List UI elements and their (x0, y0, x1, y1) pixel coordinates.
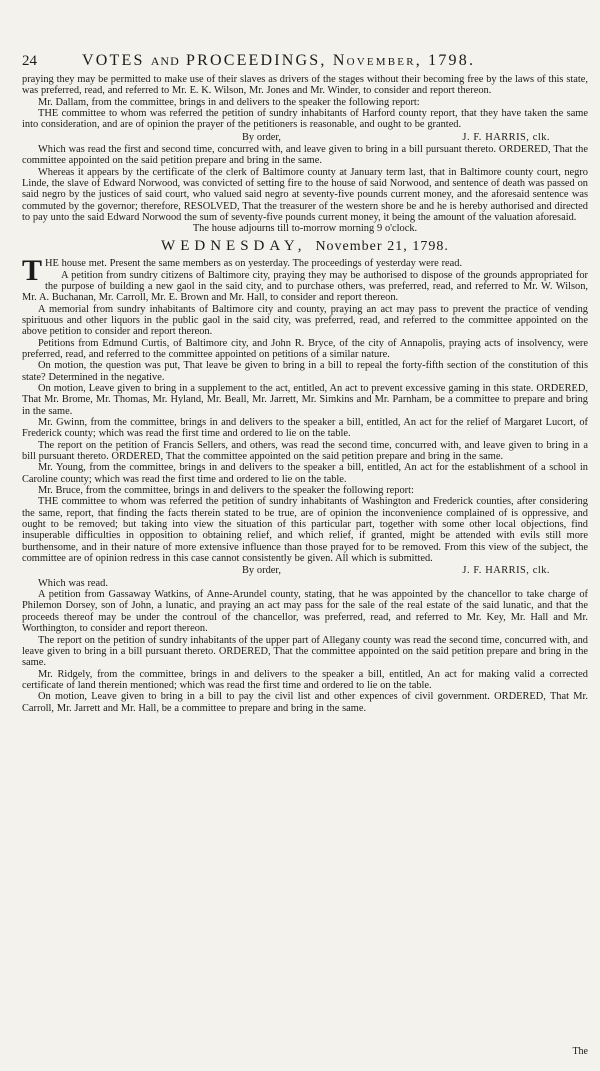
paragraph: Mr. Ridgely, from the committee, brings in and delivers to the speaker a bill, entitled, An act for making valid a corrected certificate of land therein mentioned; which was read the first time and ordered to lie on the table. (22, 668, 588, 691)
day-heading-day: WEDNESDAY, (161, 237, 307, 254)
paragraph: On motion, the question was put, That leave be given to bring in a bill to repeal the forty-fifth section of the constitution of this state? Determined in the negative. (22, 360, 588, 383)
paragraph: On motion, Leave given to bring in a bill to pay the civil list and other expences of civil government. ORDERED, That Mr. Carroll, Mr. Jarrett and Mr. Hall, be a committee to prepare and bring in the same. (22, 691, 588, 714)
page-header (22, 52, 588, 70)
drop-cap: T (22, 254, 43, 288)
paragraph: Mr. Gwinn, from the committee, brings in and delivers to the speaker a bill, entitled, An act for the relief of Margaret Lucort, of Frederick county; which was read the first time and ordered to lie on the table. (22, 416, 588, 440)
paragraph: Which was read the first and second time, concurred with, and leave given to bring in a bill pursuant thereto. ORDERED, That the committee appointed on the said petition prepare and bring in the same. (22, 144, 588, 167)
paragraph: A memorial from sundry inhabitants of Baltimore city and county, praying an act may pass to prevent the practice of vending spirituous and other liquors in the public gaol in the said city, was preferred, read, and referred to the committee appointed on the above petition to consider and report thereon. (22, 303, 588, 338)
paragraph: Which was read. (38, 577, 108, 589)
signature-row (22, 565, 588, 576)
paragraph: Mr. Young, from the committee, brings in and delivers to the speaker a bill, entitled, An act for the establishment of a school in Caroline county; which was read the first time and ordered to lie on the table. (22, 462, 588, 485)
day-heading (22, 237, 588, 254)
page-number: 24 (22, 53, 37, 69)
report-paragraph: THE committee to whom was referred the petition of sundry inhabitants of Washington and Frederick counties, after considering the same, report, that finding the facts therein stated to be true, are of opinion the inconvenience complained of is oppressive, and ought to be removed; but taking into view the situation of this particular part, together with some other local objections, find insuperable difficulties in opposition to obtaining relief, and which relief, if granted, might be attended with evils still more burthensome, and in their nature of more extensive influence than those prayed for to be removed. From this view of the subject, the committee are of opinion redress in this case cannot consistently be given. All which is submitted. (22, 496, 588, 565)
by-order-label: By order, (242, 565, 282, 577)
paragraph: The report on the petition of sundry inhabitants of the upper part of Allegany county was read the second time, concurred with, and leave given to bring in a bill pursuant thereto. ORDERED, That the committee appointed on the said petition prepare and bring in the same. (22, 634, 588, 669)
report-paragraph: THE committee to whom was referred the petition of sundry inhabitants of Harford county report, that they have taken the same into consideration, and are of opinion the prayer of the petitioners is reasonable, and ought to be granted. (22, 108, 588, 131)
document-body (22, 74, 588, 714)
adjournment-line: The house adjourns till to-morrow morning 9 o'clock. (192, 223, 418, 235)
paragraph: A petition from Gassaway Watkins, of Anne-Arundel county, stating, that he was appointed by the chancellor to take charge of Philemon Dorsey, son of John, a lunatic, and praying an act may pass for the sale of the real estate of the said lunatic, and that the proceeds thereof may be under the controul of the chancellor, was preferred, read, and referred to Mr. Key, Mr. Hall and Mr. Worthington, to consider and report thereon. (22, 589, 588, 635)
running-head (82, 52, 475, 70)
paragraph: praying they may be permitted to make use of their slaves as drivers of the stages without their becoming free by the laws of this state, was preferred, read, and referred to Mr. E. K. Wilson, Mr. Jones and Mr. Winder, to consider and report thereon. (22, 74, 588, 97)
by-order-label: By order, (242, 131, 282, 143)
paragraph: Petitions from Edmund Curtis, of Baltimore city, and John R. Bryce, of the city of Annapolis, praying acts of insolvency, were preferred, read, and referred to the committee appointed on petitions of a similar nature. (22, 337, 588, 360)
running-head-and: AND (150, 54, 180, 68)
paragraph: Mr. Dallam, from the committee, brings in and delivers to the speaker the following report: (38, 96, 420, 108)
running-head-date: November, 1798. (332, 52, 476, 69)
resolution-paragraph: Whereas it appears by the certificate of the clerk of Baltimore county at January term last, that in Baltimore county court, negro Linde, the slave of Edward Norwood, was convicted of setting fire to the house of said Norwood, and sentence of death was passed on said negro by the justices of said court, who valued said negro at seventy-five pounds current money, and the aforesaid sentence was commuted by the governor; therefore, RESOLVED, That the treasurer of the western shore be and he is hereby authorised and directed to pay unto the said Edward Norwood the sum of seventy-five pounds current money, it being the amount of the valuation aforesaid. (22, 166, 588, 224)
running-head-votes: VOTES (82, 52, 145, 69)
signature-row (22, 132, 588, 143)
opening-text: HE house met. Present the same members as on yesterday. The proceedings of yesterday were read. (45, 258, 463, 270)
catchword: The (572, 1046, 588, 1057)
clerk-signature: J. F. HARRIS, clk. (462, 565, 550, 577)
paragraph: On motion, Leave given to bring in a supplement to the act, entitled, An act to prevent excessive gaming in this state. ORDERED, That Mr. Brome, Mr. Thomas, Mr. Hyland, Mr. Beall, Mr. Jarrett, Mr. Simkins and Mr. Parnham, be a committee to prepare and bring in the same. (22, 382, 588, 417)
day-heading-date: November 21, 1798. (315, 238, 449, 254)
paragraph: Mr. Bruce, from the committee, brings in and delivers to the speaker the following report: (38, 485, 414, 497)
paragraph: A petition from sundry citizens of Baltimore city, praying they may be authorised to dispose of the grounds appropriated for the purpose of building a new gaol in the said city, and to purchase others, was preferred, read, and referred to Mr. W. Wilson, Mr. A. Buchanan, Mr. Carroll, Mr. E. Brown and Mr. Hall, to consider and report thereon. (22, 269, 588, 304)
clerk-signature: J. F. HARRIS, clk. (462, 131, 550, 143)
paragraph: The report on the petition of Francis Sellers, and others, was read the second time, concurred with, and leave given to bring in a bill pursuant thereto. ORDERED, That the committee appointed on the said petition prepare and bring in the same. (22, 439, 588, 462)
running-head-proceedings: PROCEEDINGS, (185, 52, 327, 69)
